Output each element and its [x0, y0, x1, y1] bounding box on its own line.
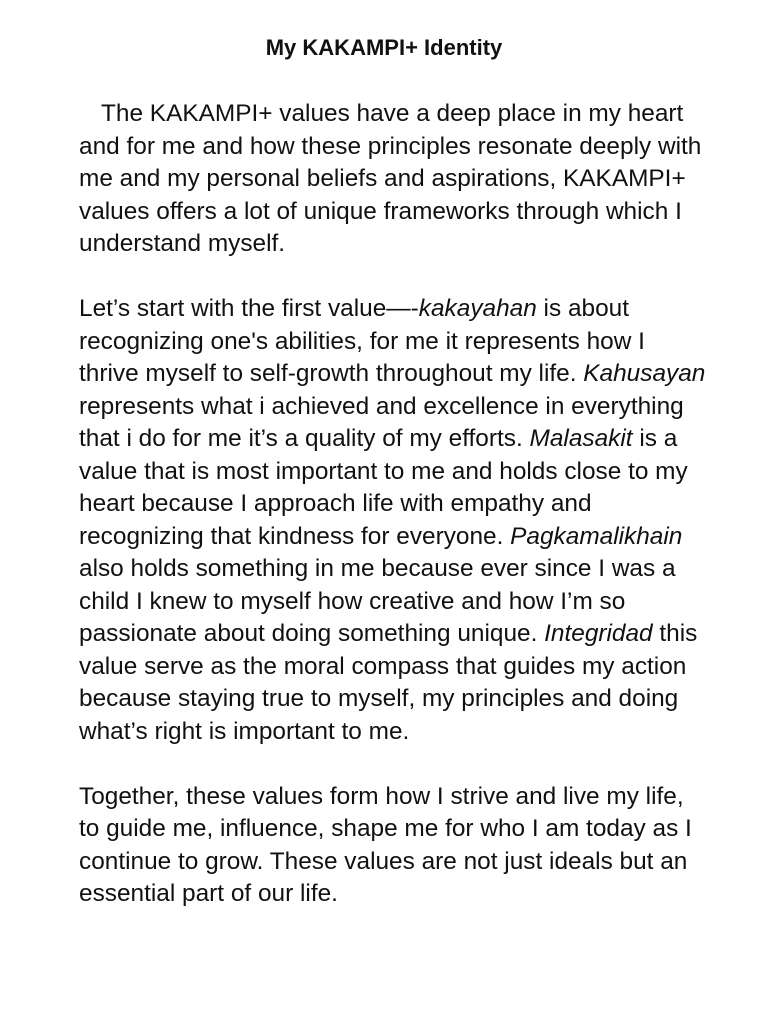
- value-term-kakayahan: kakayahan: [418, 295, 537, 322]
- paragraph-values-text-6: this value serve as the moral compass that guides my action because staying true to myself, my principles and doing what’s right is important to me.: [79, 620, 698, 745]
- value-term-pagkamalikhain: Pagkamalikhain: [510, 522, 683, 550]
- document-title: My KAKAMPI+ Identity: [265, 35, 503, 60]
- paragraph-conclusion: Together, these values form how I strive and live my life, to guide me, influence, shape me for who I am today as I continue to grow. These values are not just ideals but an essential part of our life.: [79, 782, 692, 907]
- document-body: [79, 98, 709, 911]
- paragraph-values-text-2: is about recognizing one's abilities, for me it represents how I thrive myself to self-growth throughout my life.: [79, 295, 645, 387]
- paragraph-values-text-5: also holds something in me because ever since I was a child I knew to myself how creative and how I’m so passionate about doing something unique.: [79, 555, 676, 647]
- paragraph-values-text-4: is a value that is most important to me and holds close to my heart because I approach life with empathy and recognizing that kindness for everyone.: [79, 425, 688, 550]
- paragraph-values: [79, 293, 709, 748]
- paragraph-intro: [79, 98, 709, 261]
- value-term-integridad: Integridad: [544, 620, 653, 647]
- paragraph-values-text-1: Let’s start with the first value—-: [79, 295, 419, 322]
- value-term-kahusayan: Kahusayan: [583, 360, 706, 387]
- value-term-malasakit: Malasakit: [529, 425, 633, 452]
- paragraph-intro-text: The KAKAMPI+ values have a deep place in my heart and for me and how these principles resonate deeply with me and my personal beliefs and aspirations, KAKAMPI+ values offers a lot of unique frameworks through which I understand myself.: [79, 100, 702, 257]
- paragraph-values-text-3: represents what i achieved and excellence in everything that i do for me it’s a quality of my efforts.: [79, 392, 684, 452]
